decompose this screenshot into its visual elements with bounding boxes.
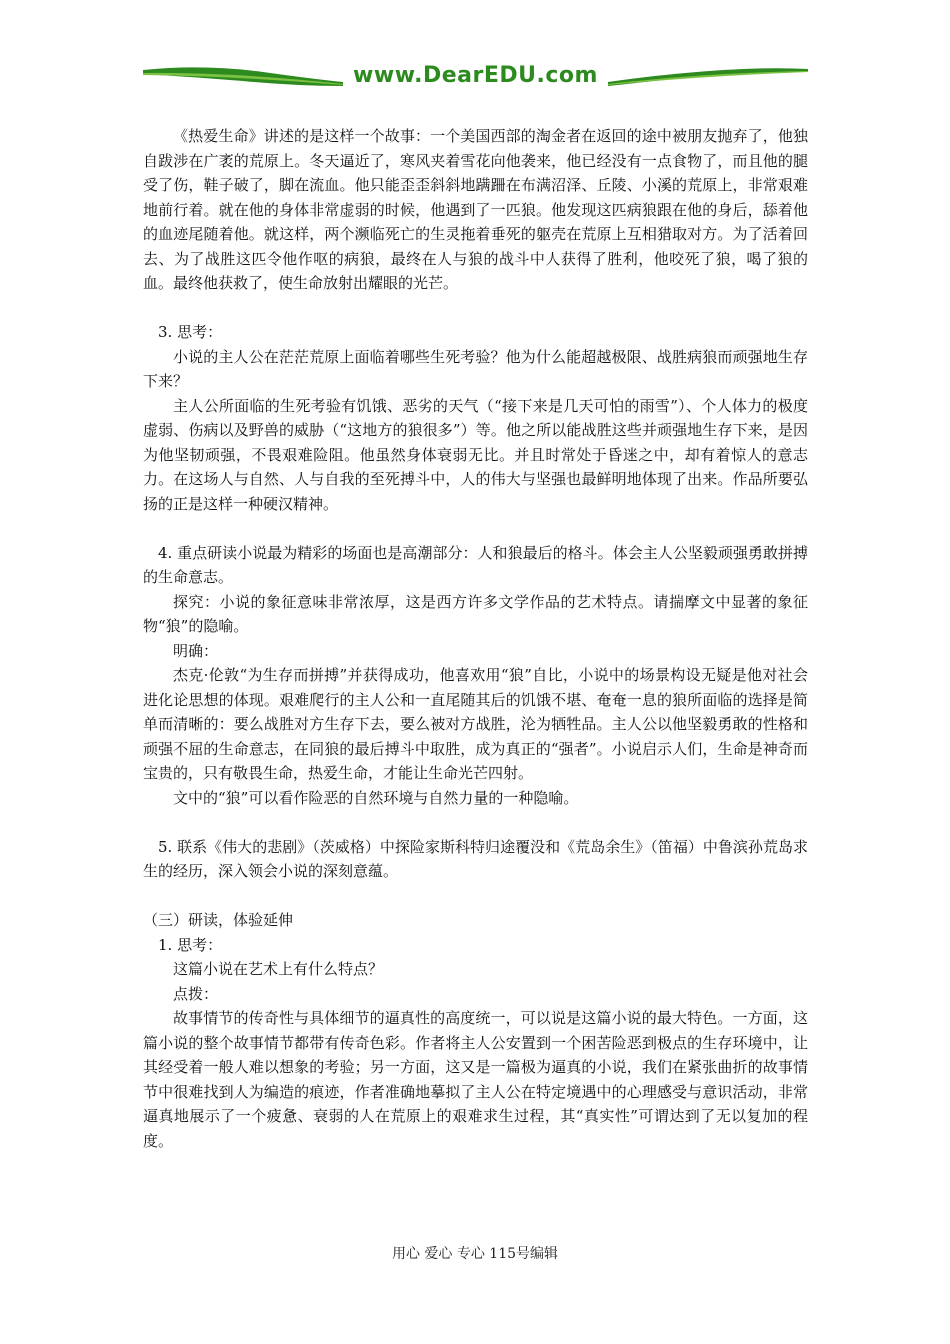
page-footer: 用心 爱心 专心 115号编辑 [391, 1246, 559, 1262]
section5-text: 5. 联系《伟大的悲剧》（茨威格）中探险家斯科特归途覆没和《荒岛余生》（笛福）中鲁滨孙荒岛求生的经历，深入领会小说的深刻意蕴。 [143, 837, 808, 880]
part3-hint-label: 点拨： [173, 984, 219, 1003]
section4-heading: 4. 重点研读小说最为精彩的场面也是高潮部分：人和狼最后的格斗。体会主人公坚毅顽强勇敢拼搏的生命意志。 [143, 543, 808, 586]
part3-question: 这篇小说在艺术上有什么特点？ [173, 960, 384, 978]
page-header [143, 60, 808, 96]
section4-clarify: 杰克·伦敦“为生存而拼搏”并获得成功，他喜欢用“狼”自比，小说中的场景构设无疑是他对社会进化论思想的体现。艰难爬行的主人公和一直尾随其后的饥饿不堪、奄奄一息的狼所面临的选择是简单而清晰的：要么战胜对方生存下去，要么被对方战胜，沦为牺牲品。主人公以他坚毅勇敢的性格和顽强不屈的生命意志，在同狼的最后搏斗中取胜，成为真正的“强者”。小说启示人们，生命是神奇而宝贵的，只有敬畏生命，热爱生命，才能让生命光芒四射。 [143, 666, 808, 782]
paragraph-gap [143, 296, 808, 321]
section4-explore: 探究：小说的象征意味非常浓厚，这是西方许多文学作品的艺术特点。请揣摩文中显著的象征物“狼”的隐喻。 [143, 592, 808, 635]
section3-answer: 主人公所面临的生死考验有饥饿、恶劣的天气（“接下来是几天可怕的雨雪”）、个人体力的极度虚弱、伤病以及野兽的威胁（“这地方的狼很多”）等。他之所以能战胜这些并顽强地生存下来，是因为他坚韧顽强，不畏艰难险阻。他虽然身体衰弱无比。并且时常处于昏迷之中，却有着惊人的意志力。在这场人与自然、人与自我的至死搏斗中，人的伟大与坚强也最鲜明地体现了出来。作品所要弘扬的正是这样一种硬汉精神。 [143, 396, 808, 513]
section3-heading: 3. 思考： [158, 323, 223, 341]
story-summary: 《热爱生命》讲述的是这样一个故事：一个美国西部的淘金者在返回的途中被朋友抛弃了，他独自跋涉在广袤的荒原上。冬天逼近了，寒风夹着雪花向他袭来，他已经没有一点食物了，而且他的腿受了伤，鞋子破了，脚在流血。他只能歪歪斜斜地蹒跚在布满沼泽、丘陵、小溪的荒原上，非常艰难地前行着。就在他的身体非常虚弱的时候，他遇到了一匹狼。他发现这匹病狼跟在他的身后，舔着他的血迹尾随着他。就这样，两个濒临死亡的生灵拖着垂死的躯壳在荒原上互相猎取对方。为了活着回去、为了战胜这匹令他作呕的病狼，最终在人与狼的战斗中人获得了胜利，他咬死了狼，喝了狼的血。最终他获救了，使生命放射出耀眼的光芒。 [143, 127, 808, 292]
document-body [143, 124, 808, 1153]
paragraph-gap [143, 884, 808, 909]
part3-answer: 故事情节的传奇性与具体细节的逼真性的高度统一，可以说是这篇小说的最大特色。一方面，这篇小说的整个故事情节都带有传奇色彩。作者将主人公安置到一个困苦险恶到极点的生存环境中，让其经受着一般人难以想象的考验；另一方面，这又是一篇极为逼真的小说，我们在紧张曲折的故事情节中很难找到人为编造的痕迹，作者准确地摹拟了主人公在特定境遇中的心理感受与意识活动，非常逼真地展示了一个疲惫、衰弱的人在荒原上的艰难求生过程，其“真实性”可谓达到了无以复加的程度。 [143, 1009, 808, 1150]
site-logo-text: www.DearEDU.com [353, 63, 598, 88]
paragraph-gap [143, 516, 808, 541]
paragraph-gap [143, 810, 808, 835]
part3-heading: （三）研读，体验延伸 [143, 911, 294, 929]
section4-clarify-label: 明确： [173, 641, 219, 660]
section3-question: 小说的主人公在茫茫荒原上面临着哪些生死考验？他为什么能超越极限、战胜病狼而顽强地生存下来？ [143, 347, 808, 390]
section4-metaphor: 文中的“狼”可以看作险恶的自然环境与自然力量的一种隐喻。 [173, 788, 579, 807]
part3-sub-heading: 1. 思考： [158, 935, 223, 954]
